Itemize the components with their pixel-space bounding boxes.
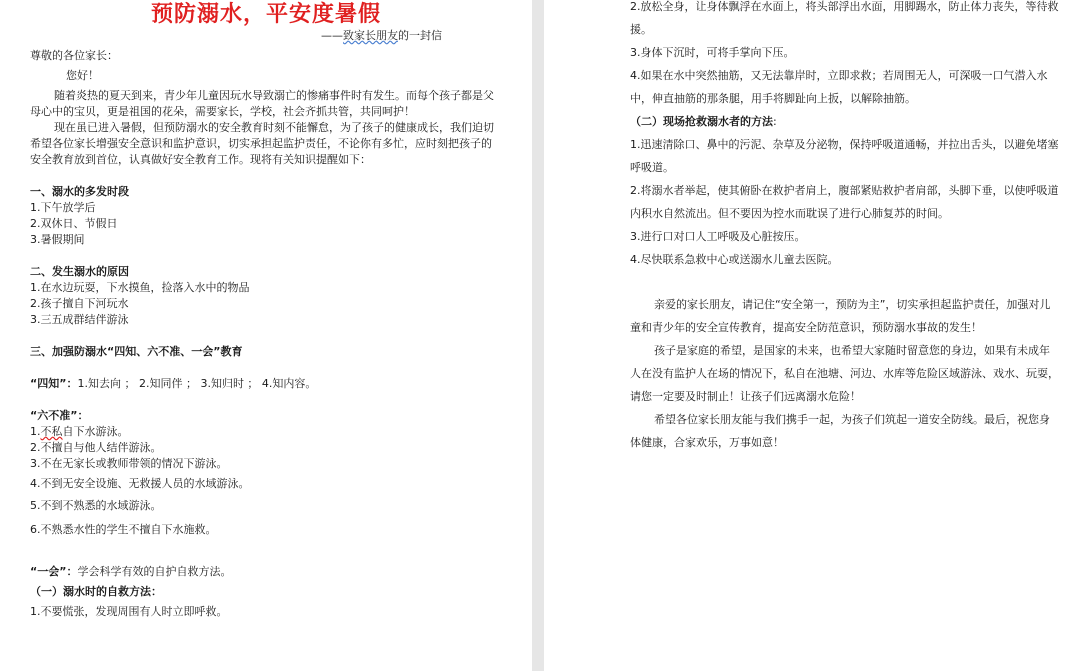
list-item: 3.三五成群结伴游泳 [30, 313, 129, 326]
list-item: 1.下午放学后 [30, 201, 96, 214]
rescue-title-colon: : [773, 115, 777, 128]
greeting: 您好！ [66, 69, 99, 82]
closing-paragraph-2: 孩子是家庭的希望，是国家的未来，也希望大家随时留意您的身边，如果有未成年人在没有监护人在场的情况下，私自在池塘、河边、水库等危险区域游泳、戏水、玩耍，请您一定要及时制止！让孩子们远离溺水危险！ [630, 344, 1059, 403]
list-item: 2.孩子擅自下河玩水 [30, 297, 129, 310]
document-subtitle [30, 28, 442, 44]
list-item: 2.放松全身，让身体飘浮在水面上，将头部浮出水面，用脚踢水，防止体力丧失，等待救援。 [630, 0, 1059, 36]
list-item: 3.暑假期间 [30, 233, 85, 246]
intro-paragraph-2: 现在虽已进入暑假，但预防溺水的安全教育时刻不能懈怠，为了孩子的健康成长，我们迫切希望各位家长增强安全意识和监护意识，切实承担起监护责任，不论你有多忙，应时刻把孩子的安全教育放到首位，认真做好安全教育工作。现将有关知识提醒如下： [30, 121, 494, 166]
selfsave-title: （一）溺水时的自救方法： [30, 585, 162, 598]
list-item [30, 424, 502, 440]
list-item: 3.身体下沉时，可将手掌向下压。 [630, 46, 795, 59]
sizhi-text: 1.知去向 ； 2.知同伴 ； 3.知归时 ； 4.知内容。 [77, 377, 317, 390]
subtitle-prefix: —— [321, 29, 343, 42]
item-text: 自下水游泳。 [62, 425, 129, 438]
spellcheck-marked-text: 不私 [40, 425, 63, 438]
list-item: 5.不到不熟悉的水域游泳。 [30, 499, 162, 512]
sizhi-label: “四知”： [30, 377, 78, 390]
rescue-title-line [630, 110, 1060, 133]
subtitle-suffix: 的一封信 [398, 29, 442, 42]
list-item: 2.将溺水者举起，使其俯卧在救护者肩上，腹部紧贴救护者肩部，头脚下垂，以使呼吸道内积水自然流出。但不要因为控水而耽误了进行心肺复苏的时间。 [630, 184, 1059, 220]
document-title: 预防溺水，平安度暑假 [150, 1, 381, 27]
list-item: 1.在水边玩耍，下水摸鱼，捡落入水中的物品 [30, 281, 250, 294]
yihui-line [30, 564, 502, 580]
document-page-left [0, 0, 532, 671]
sizhi-line [30, 376, 502, 392]
item-number: 1. [30, 425, 41, 438]
closing-paragraph-3: 希望各位家长朋友能与我们携手一起，为孩子们筑起一道安全防线。最后，祝您身体健康，合家欢乐，万事如意！ [630, 413, 1050, 449]
salutation: 尊敬的各位家长： [30, 49, 118, 62]
list-item: 4.尽快联系急救中心或送溺水儿童去医院。 [630, 253, 839, 266]
list-item: 1.不要慌张，发现周围有人时立即呼救。 [30, 605, 228, 618]
section-2-title: 二、发生溺水的原因 [30, 265, 129, 278]
intro-paragraph-1: 随着炎热的夏天到来，青少年儿童因玩水导致溺亡的惨痛事件时有发生。而每个孩子都是父母心中的宝贝，更是祖国的花朵，需要家长，学校，社会齐抓共管，共同呵护！ [30, 89, 494, 118]
list-item: 4.不到无安全设施、无救援人员的水域游泳。 [30, 477, 250, 490]
section-1-title: 一、溺水的多发时段 [30, 185, 129, 198]
list-item: 2.双休日、节假日 [30, 217, 118, 230]
list-item: 4.如果在水中突然抽筋，又无法靠岸时，立即求救；若周围无人，可深吸一口气潜入水中，伸直抽筋的那条腿，用手将脚趾向上扳，以解除抽筋。 [630, 69, 1048, 105]
document-page-right [544, 0, 1080, 671]
list-item: 1.迅速清除口、鼻中的污泥、杂草及分泌物，保持呼吸道通畅，并拉出舌头，以避免堵塞呼吸道。 [630, 138, 1059, 174]
yihui-text: 学会科学有效的自护自救方法。 [77, 565, 232, 578]
section-3-title: 三、加强防溺水“四知、六不准、一会”教育 [30, 345, 243, 358]
rescue-title: （二）现场抢救溺水者的方法 [630, 115, 773, 128]
closing-paragraph-1: 亲爱的家长朋友，请记住“安全第一，预防为主”，切实承担起监护责任，加强对儿童和青少年的安全宣传教育，提高安全防范意识，预防溺水事故的发生！ [630, 298, 1051, 334]
list-item: 3.不在无家长或教师带领的情况下游泳。 [30, 457, 228, 470]
list-item: 2.不擅自与他人结伴游泳。 [30, 441, 162, 454]
yihui-label: “一会”： [30, 565, 78, 578]
subtitle-main: 致家长朋友 [343, 29, 398, 42]
liubuzhun-label: “六不准”： [30, 409, 89, 422]
list-item: 6.不熟悉水性的学生不擅自下水施救。 [30, 523, 217, 536]
list-item: 3.进行口对口人工呼吸及心脏按压。 [630, 230, 806, 243]
